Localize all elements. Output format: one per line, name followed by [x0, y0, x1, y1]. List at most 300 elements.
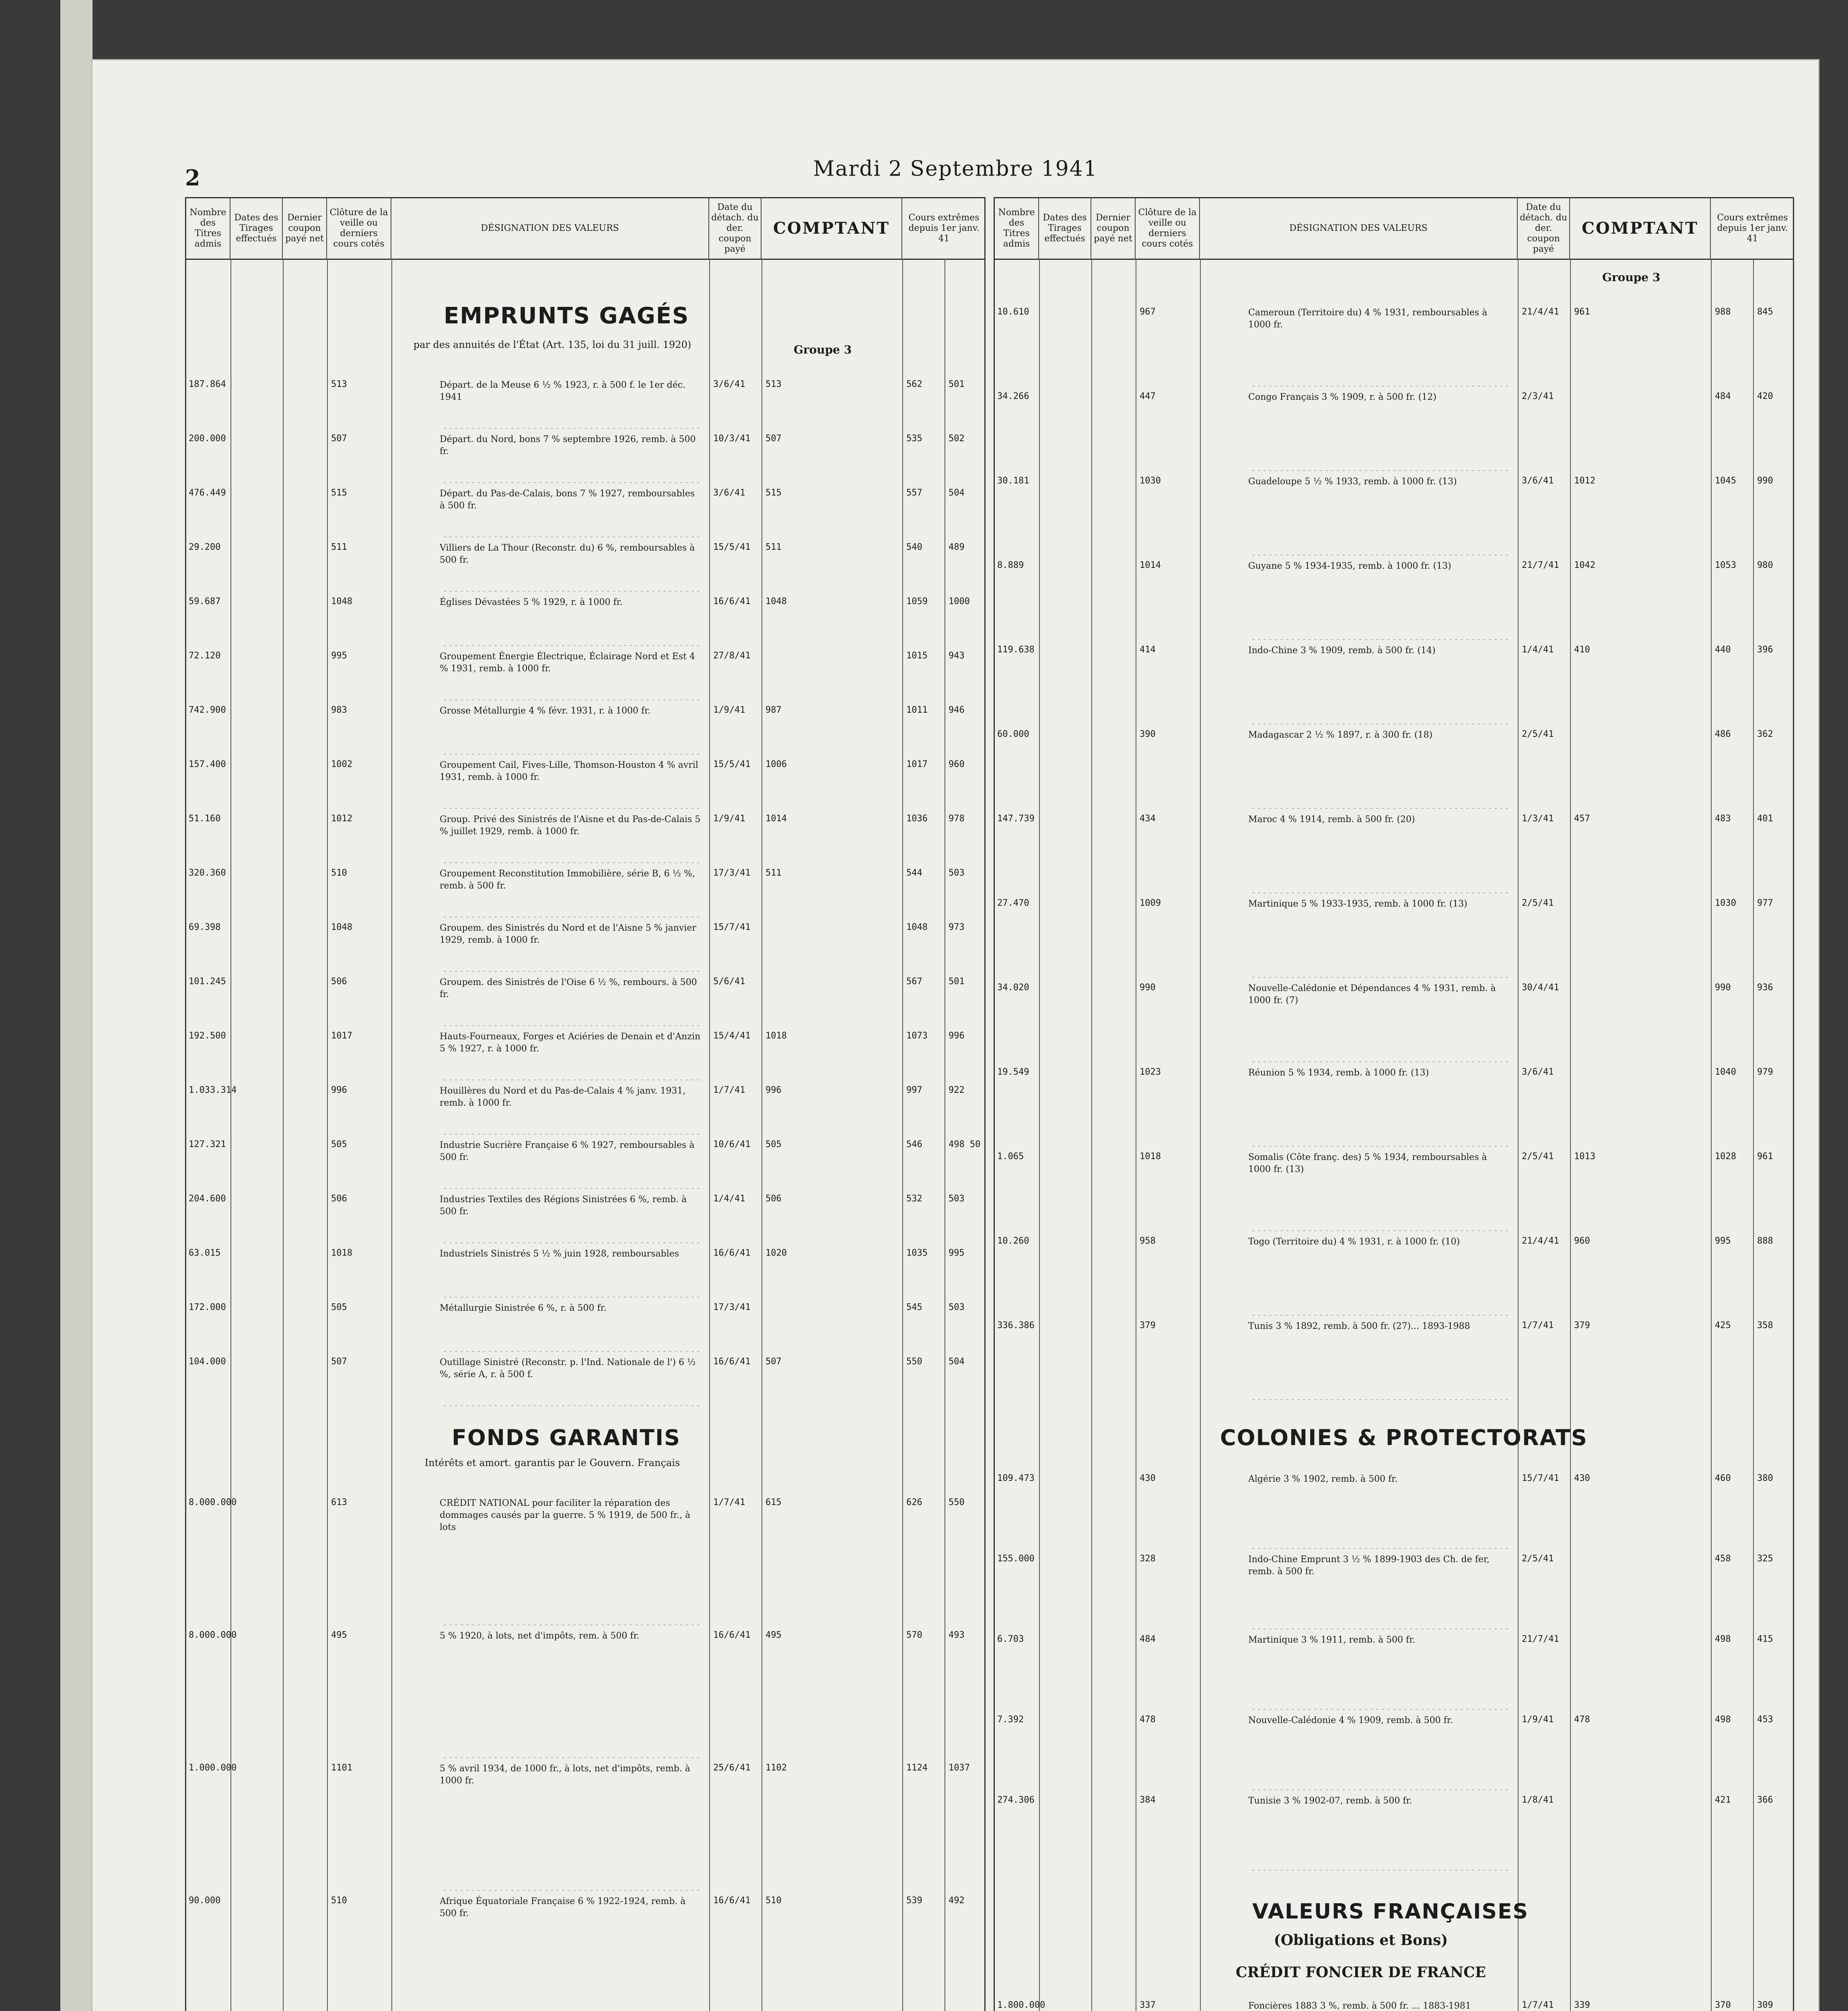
col-dernier: Dernier coupon payé net [283, 198, 327, 259]
titres-admis: 1.800.000 [997, 2000, 1045, 2010]
valeur-designation: 5 % avril 1934, de 1000 fr., à lots, net d'impôts, remb. à 1000 fr. [440, 1764, 690, 1786]
row-leader [444, 1757, 701, 1758]
valeur-designation: Départ. du Nord, bons 7 % septembre 1926, remb. à 500 fr. [440, 434, 696, 456]
titres-admis: 34.020 [997, 983, 1029, 993]
row-leader [1252, 1230, 1510, 1231]
valeur-designation: Groupement Cail, Fives-Lille, Thomson-Houston 4 % avril 1931, remb. à 1000 fr. [440, 760, 698, 782]
row-leader [1252, 1709, 1510, 1710]
titres-admis: 157.400 [189, 759, 226, 769]
row-leader [1252, 470, 1510, 471]
titres-admis: 101.245 [189, 977, 226, 987]
plus-bas: 498 50 [949, 1139, 981, 1149]
col-nombre: Nombre des Titres admis [186, 198, 230, 259]
valeur-designation: Villiers de La Thour (Reconstr. du) 6 %, remboursables à 500 fr. [440, 543, 695, 565]
plus-haut: 539 [906, 1896, 922, 1906]
cloture-value: 328 [1140, 1554, 1156, 1564]
comptant-price: 1014 [766, 814, 787, 824]
page-number: 2 [185, 165, 200, 191]
titres-admis: 1.065 [997, 1151, 1024, 1162]
valeur-designation: Afrique Équatoriale Française 6 % 1922-1924, remb. à 500 fr. [440, 1896, 686, 1918]
plus-bas: 888 [1757, 1236, 1773, 1246]
date-detach: 1/7/41 [713, 1497, 745, 1507]
titres-admis: 742.900 [189, 705, 226, 715]
valeur-designation: Groupem. des Sinistrés de l'Oise 6 ½ %, rembours. à 500 fr. [440, 977, 697, 999]
cloture-value: 1048 [331, 596, 352, 607]
valeur-designation: Églises Dévastées 5 % 1929, r. à 1000 fr. [440, 597, 623, 607]
plus-bas: 977 [1757, 898, 1773, 908]
date-detach: 21/4/41 [1522, 307, 1559, 317]
plus-bas: 503 [949, 1302, 965, 1312]
valeur-designation: Industrie Sucrière Française 6 % 1927, remboursables à 500 fr. [440, 1140, 695, 1162]
cloture-value: 507 [331, 434, 347, 444]
comptant-price: 1102 [766, 1763, 787, 1773]
plus-haut: 498 [1715, 1634, 1731, 1644]
plus-bas: 420 [1757, 391, 1773, 401]
row-leader [1252, 1789, 1510, 1790]
cloture-value: 996 [331, 1085, 347, 1095]
scan-binding-edge [60, 0, 93, 2011]
titres-admis: 192.500 [189, 1031, 226, 1041]
row-leader [444, 428, 701, 429]
date-detach: 16/6/41 [713, 1630, 751, 1640]
titres-admis: 8.000.000 [189, 1630, 237, 1640]
date-detach: 3/6/41 [713, 488, 745, 498]
plus-bas: 503 [949, 868, 965, 878]
valeur-designation: Somalis (Côte franç. des) 5 % 1934, remboursables à 1000 fr. (13) [1248, 1152, 1487, 1174]
group-label-left: Groupe 3 [794, 343, 852, 356]
valeur-designation: Maroc 4 % 1914, remb. à 500 fr. (20) [1248, 814, 1415, 825]
date-detach: 1/7/41 [1522, 2000, 1554, 2010]
comptant-price: 506 [766, 1194, 782, 1204]
date-detach: 16/6/41 [713, 1248, 751, 1258]
row-leader [444, 1134, 701, 1135]
cloture-value: 983 [331, 705, 347, 715]
plus-haut: 1053 [1715, 560, 1736, 570]
comptant-price: 1042 [1574, 560, 1595, 570]
cloture-value: 495 [331, 1630, 347, 1640]
group-label-right: Groupe 3 [1602, 271, 1661, 284]
cloture-value: 515 [331, 488, 347, 498]
section-subtitle-emprunts: par des annuités de l'État (Art. 135, loi du 31 juill. 1920) [413, 339, 691, 350]
valeur-designation: Indo-Chine Emprunt 3 ½ % 1899-1903 des Ch. de fer, remb. à 500 fr. [1248, 1555, 1490, 1577]
titres-admis: 8.889 [997, 560, 1024, 570]
col-cours-extremes: Cours extrêmes depuis 1er janv. 41 [908, 213, 980, 244]
titres-admis: 8.000.000 [189, 1497, 237, 1507]
section-title-emprunts: EMPRUNTS GAGÉS [444, 303, 689, 329]
cloture-value: 430 [1140, 1473, 1156, 1483]
cloture-value: 478 [1140, 1715, 1156, 1725]
comptant-price: 339 [1574, 2000, 1590, 2010]
row-leader [444, 591, 701, 592]
date-detach: 5/6/41 [713, 977, 745, 987]
date-detach: 15/5/41 [713, 542, 751, 552]
titres-admis: 6.703 [997, 1634, 1024, 1644]
valeur-designation: 5 % 1920, à lots, net d'impôts, rem. à 500 fr. [440, 1631, 640, 1641]
col-comptant: COMPTANT [761, 198, 902, 259]
plus-bas: 980 [1757, 560, 1773, 570]
cloture-value: 958 [1140, 1236, 1156, 1246]
cloture-value: 1048 [331, 922, 352, 932]
valeur-designation: Martinique 3 % 1911, remb. à 500 fr. [1248, 1635, 1416, 1645]
plus-haut: 440 [1715, 645, 1731, 655]
titres-admis: 27.470 [997, 898, 1029, 908]
plus-haut: 544 [906, 868, 922, 878]
plus-bas: 493 [949, 1630, 965, 1640]
plus-bas: 995 [949, 1248, 965, 1258]
date-detach: 3/6/41 [1522, 1067, 1554, 1077]
comptant-price: 996 [766, 1085, 782, 1095]
plus-bas: 453 [1757, 1715, 1773, 1725]
date-detach: 21/7/41 [1522, 1634, 1559, 1644]
comptant-price: 507 [766, 1357, 782, 1367]
right-header [995, 198, 1793, 260]
plus-bas: 996 [949, 1031, 965, 1041]
titres-admis: 19.549 [997, 1067, 1029, 1077]
titres-admis: 119.638 [997, 645, 1035, 655]
date-detach: 3/6/41 [713, 379, 745, 389]
plus-haut: 535 [906, 434, 922, 444]
valeur-designation: Guyane 5 % 1934-1935, remb. à 1000 fr. (13) [1248, 561, 1451, 571]
cloture-value: 447 [1140, 391, 1156, 401]
row-leader [1252, 639, 1510, 640]
col-dates-r: Dates des Tirages effectués [1039, 198, 1091, 259]
valeur-designation: Hauts-Fourneaux, Forges et Aciéries de Denain et d'Anzin 5 % 1927, r. à 1000 fr. [440, 1032, 701, 1054]
cloture-value: 1018 [1140, 1151, 1161, 1162]
date-detach: 30/4/41 [1522, 983, 1559, 993]
plus-bas: 1037 [949, 1763, 970, 1773]
plus-haut: 486 [1715, 729, 1731, 739]
date-detach: 16/6/41 [713, 1896, 751, 1906]
titres-admis: 51.160 [189, 814, 221, 824]
plus-bas: 550 [949, 1497, 965, 1507]
row-leader [1252, 1548, 1510, 1549]
row-leader [1252, 1146, 1510, 1147]
row-leader [444, 1188, 701, 1189]
col-dates: Dates des Tirages effectués [230, 198, 283, 259]
row-leader [1252, 977, 1510, 978]
valeur-designation: Madagascar 2 ½ % 1897, r. à 300 fr. (18) [1248, 730, 1433, 740]
plus-haut: 532 [906, 1194, 922, 1204]
date-detach: 16/6/41 [713, 1357, 751, 1367]
plus-haut: 1017 [906, 759, 928, 769]
comptant-price: 379 [1574, 1320, 1590, 1330]
col-date-detach-r: Date du détach. du der. coupon payé [1518, 198, 1570, 259]
cloture-value: 1030 [1140, 476, 1161, 486]
row-leader [1252, 1399, 1510, 1400]
plus-bas: 960 [949, 759, 965, 769]
date-detach: 1/3/41 [1522, 814, 1554, 824]
plus-bas: 943 [949, 651, 965, 661]
titres-admis: 109.473 [997, 1473, 1035, 1483]
row-leader [444, 1405, 701, 1406]
plus-bas: 1000 [949, 596, 970, 607]
plus-haut: 1036 [906, 814, 928, 824]
date-detach: 16/6/41 [713, 596, 751, 607]
date-detach: 25/6/41 [713, 1763, 751, 1773]
comptant-price: 515 [766, 488, 782, 498]
plus-bas: 845 [1757, 307, 1773, 317]
comptant-price: 430 [1574, 1473, 1590, 1483]
valeur-designation: Groupement Énergie Électrique, Éclairage Nord et Est 4 % 1931, remb. à 1000 fr. [440, 652, 695, 674]
valeur-designation: Industriels Sinistrés 5 ½ % juin 1928, remboursables [440, 1249, 679, 1259]
plus-bas: 309 [1757, 2000, 1773, 2010]
plus-bas: 922 [949, 1085, 965, 1095]
titres-admis: 30.181 [997, 476, 1029, 486]
col-dernier-r: Dernier coupon payé net [1091, 198, 1136, 259]
titres-admis: 200.000 [189, 434, 226, 444]
comptant-price: 478 [1574, 1715, 1590, 1725]
plus-bas: 503 [949, 1194, 965, 1204]
titres-admis: 29.200 [189, 542, 221, 552]
date-detach: 1/4/41 [713, 1194, 745, 1204]
plus-haut: 1035 [906, 1248, 928, 1258]
cloture-value: 510 [331, 1896, 347, 1906]
valeur-designation: CRÉDIT NATIONAL pour faciliter la réparation des dommages causés par la guerre. 5 % 1919, de 500 fr., à lots [440, 1498, 691, 1532]
plus-haut: 1059 [906, 596, 928, 607]
titres-admis: 7.392 [997, 1715, 1024, 1725]
plus-bas: 380 [1757, 1473, 1773, 1483]
plus-haut: 988 [1715, 307, 1731, 317]
row-leader [444, 754, 701, 755]
date-detach: 21/4/41 [1522, 1236, 1559, 1246]
plus-bas: 366 [1757, 1795, 1773, 1805]
titres-admis: 274.306 [997, 1795, 1035, 1805]
date-detach: 1/7/41 [713, 1085, 745, 1095]
plus-bas: 325 [1757, 1554, 1773, 1564]
page-date: Mardi 2 Septembre 1941 [813, 157, 1098, 181]
cloture-value: 995 [331, 651, 347, 661]
plus-bas: 961 [1757, 1151, 1773, 1162]
col-designation-r: DÉSIGNATION DES VALEURS [1200, 198, 1518, 259]
row-leader [1252, 892, 1510, 893]
date-detach: 1/9/41 [713, 705, 745, 715]
row-leader [444, 1351, 701, 1352]
cloture-value: 1012 [331, 814, 352, 824]
cloture-value: 1023 [1140, 1067, 1161, 1077]
comptant-price: 505 [766, 1139, 782, 1149]
comptant-price: 615 [766, 1497, 782, 1507]
plus-bas: 504 [949, 488, 965, 498]
row-leader [444, 808, 701, 809]
date-detach: 2/5/41 [1522, 1554, 1554, 1564]
comptant-price: 511 [766, 542, 782, 552]
titres-admis: 63.015 [189, 1248, 221, 1258]
right-body [995, 259, 1793, 2011]
plus-haut: 550 [906, 1357, 922, 1367]
col-cloture-r: Clôture de la veille ou derniers cours cotés [1136, 198, 1200, 259]
plus-haut: 1048 [906, 922, 928, 932]
plus-haut: 1011 [906, 705, 928, 715]
comptant-price: 987 [766, 705, 782, 715]
plus-haut: 421 [1715, 1795, 1731, 1805]
plus-bas: 946 [949, 705, 965, 715]
date-detach: 15/5/41 [713, 759, 751, 769]
valeur-designation: Réunion 5 % 1934, remb. à 1000 fr. (13) [1248, 1068, 1429, 1078]
titres-admis: 204.600 [189, 1194, 226, 1204]
cloture-value: 1009 [1140, 898, 1161, 908]
titres-admis: 127.321 [189, 1139, 226, 1149]
comptant-price: 1006 [766, 759, 787, 769]
cloture-value: 414 [1140, 645, 1156, 655]
plus-haut: 546 [906, 1139, 922, 1149]
date-detach: 1/8/41 [1522, 1795, 1554, 1805]
plus-haut: 1040 [1715, 1067, 1736, 1077]
row-leader [1252, 386, 1510, 387]
plus-haut: 570 [906, 1630, 922, 1640]
plus-bas: 936 [1757, 983, 1773, 993]
titres-admis: 72.120 [189, 651, 221, 661]
row-leader [444, 1624, 701, 1625]
col-designation: DÉSIGNATION DES VALEURS [391, 198, 709, 259]
plus-bas: 501 [949, 977, 965, 987]
plus-haut: 545 [906, 1302, 922, 1312]
row-leader [1252, 1870, 1510, 1871]
valeur-designation: Cameroun (Territoire du) 4 % 1931, remboursables à 1000 fr. [1248, 308, 1488, 330]
titres-admis: 59.687 [189, 596, 221, 607]
col-cloture: Clôture de la veille ou derniers cours cotés [327, 198, 391, 259]
col-cours-extremes-r: Cours extrêmes depuis 1er janv. 41 [1717, 213, 1788, 244]
cloture-value: 506 [331, 977, 347, 987]
col-date-detach: Date du détach. du der. coupon payé [709, 198, 761, 259]
comptant-price: 1020 [766, 1248, 787, 1258]
valeur-designation: Groupement Reconstitution Immobilière, série B, 6 ½ %, remb. à 500 fr. [440, 869, 695, 891]
titres-admis: 187.864 [189, 379, 226, 389]
cloture-value: 505 [331, 1302, 347, 1312]
cloture-value: 990 [1140, 983, 1156, 993]
plus-haut: 370 [1715, 2000, 1731, 2010]
row-leader [1252, 1315, 1510, 1316]
valeur-designation: Industries Textiles des Régions Sinistrées 6 %, remb. à 500 fr. [440, 1195, 687, 1217]
cloture-value: 337 [1140, 2000, 1156, 2010]
cloture-value: 513 [331, 379, 347, 389]
plus-bas: 504 [949, 1357, 965, 1367]
comptant-price: 510 [766, 1896, 782, 1906]
row-leader [444, 699, 701, 700]
valeur-designation: Houillères du Nord et du Pas-de-Calais 4 % janv. 1931, remb. à 1000 fr. [440, 1086, 686, 1108]
plus-bas: 401 [1757, 814, 1773, 824]
date-detach: 15/4/41 [713, 1031, 751, 1041]
valeur-designation: Togo (Territoire du) 4 % 1931, r. à 1000 fr. (10) [1248, 1237, 1460, 1247]
plus-haut: 425 [1715, 1320, 1731, 1330]
section-title-valeurs: VALEURS FRANÇAISES [1252, 1900, 1529, 1924]
valeur-designation: Groupem. des Sinistrés du Nord et de l'Aisne 5 % janvier 1929, remb. à 1000 fr. [440, 923, 696, 945]
left-body [186, 259, 984, 2011]
titres-admis: 60.000 [997, 729, 1029, 739]
plus-haut: 990 [1715, 983, 1731, 993]
date-detach: 1/7/41 [1522, 1320, 1554, 1330]
cloture-value: 1101 [331, 1763, 352, 1773]
right-table [994, 197, 1794, 2011]
cloture-value: 390 [1140, 729, 1156, 739]
left-header [186, 198, 984, 260]
date-detach: 1/9/41 [1522, 1715, 1554, 1725]
row-leader [1252, 1061, 1510, 1062]
section-subtitle-fonds: Intérêts et amort. garantis par le Gouvern. Français [424, 1457, 680, 1468]
plus-bas: 489 [949, 542, 965, 552]
cloture-value: 613 [331, 1497, 347, 1507]
plus-bas: 973 [949, 922, 965, 932]
comptant-price: 511 [766, 868, 782, 878]
cloture-value: 506 [331, 1194, 347, 1204]
plus-bas: 396 [1757, 645, 1773, 655]
valeur-designation: Outillage Sinistré (Reconstr. p. l'Ind. Nationale de l') 6 ½ %, série A, r. à 500 f. [440, 1357, 696, 1380]
titres-admis: 476.449 [189, 488, 226, 498]
row-leader [444, 482, 701, 483]
date-detach: 2/5/41 [1522, 1151, 1554, 1162]
row-leader [444, 1890, 701, 1891]
plus-haut: 995 [1715, 1236, 1731, 1246]
date-detach: 2/5/41 [1522, 898, 1554, 908]
valeur-designation: Martinique 5 % 1933-1935, remb. à 1000 fr. (13) [1248, 899, 1467, 909]
titres-admis: 147.739 [997, 814, 1035, 824]
plus-haut: 562 [906, 379, 922, 389]
date-detach: 15/7/41 [713, 922, 751, 932]
col-comptant-r: COMPTANT [1570, 198, 1711, 259]
comptant-price: 457 [1574, 814, 1590, 824]
cloture-value: 1002 [331, 759, 352, 769]
plus-haut: 1028 [1715, 1151, 1736, 1162]
col-nombre-r: Nombre des Titres admis [995, 198, 1039, 259]
date-detach: 3/6/41 [1522, 476, 1554, 486]
valeur-designation: Grosse Métallurgie 4 % févr. 1931, r. à 1000 fr. [440, 706, 651, 716]
date-detach: 10/6/41 [713, 1139, 751, 1149]
comptant-price: 495 [766, 1630, 782, 1640]
cloture-value: 511 [331, 542, 347, 552]
plus-haut: 540 [906, 542, 922, 552]
valeur-designation: Guadeloupe 5 ½ % 1933, remb. à 1000 fr. (13) [1248, 477, 1457, 487]
date-detach: 10/3/41 [713, 434, 751, 444]
plus-bas: 358 [1757, 1320, 1773, 1330]
plus-haut: 1045 [1715, 476, 1736, 486]
cloture-value: 384 [1140, 1795, 1156, 1805]
titres-admis: 90.000 [189, 1896, 221, 1906]
plus-bas: 502 [949, 434, 965, 444]
date-detach: 17/3/41 [713, 1302, 751, 1312]
left-table [185, 197, 986, 2011]
titres-admis: 155.000 [997, 1554, 1035, 1564]
row-leader [444, 862, 701, 863]
plus-haut: 1030 [1715, 898, 1736, 908]
date-detach: 2/3/41 [1522, 391, 1554, 401]
valeur-designation: Tunis 3 % 1892, remb. à 500 fr. (27)... 1893-1988 [1248, 1321, 1470, 1331]
comptant-price: 410 [1574, 645, 1590, 655]
cloture-value: 1014 [1140, 560, 1161, 570]
date-detach: 1/4/41 [1522, 645, 1554, 655]
date-detach: 27/8/41 [713, 651, 751, 661]
cloture-value: 379 [1140, 1320, 1156, 1330]
plus-haut: 567 [906, 977, 922, 987]
titres-admis: 172.000 [189, 1302, 226, 1312]
date-detach: 2/5/41 [1522, 729, 1554, 739]
plus-bas: 979 [1757, 1067, 1773, 1077]
section-subtitle-obligations: (Obligations et Bons) [1274, 1932, 1448, 1949]
plus-haut: 557 [906, 488, 922, 498]
comptant-price: 1013 [1574, 1151, 1595, 1162]
cloture-value: 510 [331, 868, 347, 878]
row-leader [444, 1025, 701, 1026]
comptant-price: 961 [1574, 307, 1590, 317]
quotation-table [185, 197, 1794, 2011]
comptant-price: 1018 [766, 1031, 787, 1041]
valeur-designation: Congo Français 3 % 1909, r. à 500 fr. (12) [1248, 392, 1436, 402]
comptant-price: 1012 [1574, 476, 1595, 486]
valeur-designation: Indo-Chine 3 % 1909, remb. à 500 fr. (14) [1248, 646, 1436, 656]
valeur-designation: Départ. du Pas-de-Calais, bons 7 % 1927, remboursables à 500 fr. [440, 489, 695, 511]
plus-haut: 484 [1715, 391, 1731, 401]
plus-bas: 492 [949, 1896, 965, 1906]
row-leader [444, 1242, 701, 1243]
newspaper-page [93, 60, 1818, 2011]
